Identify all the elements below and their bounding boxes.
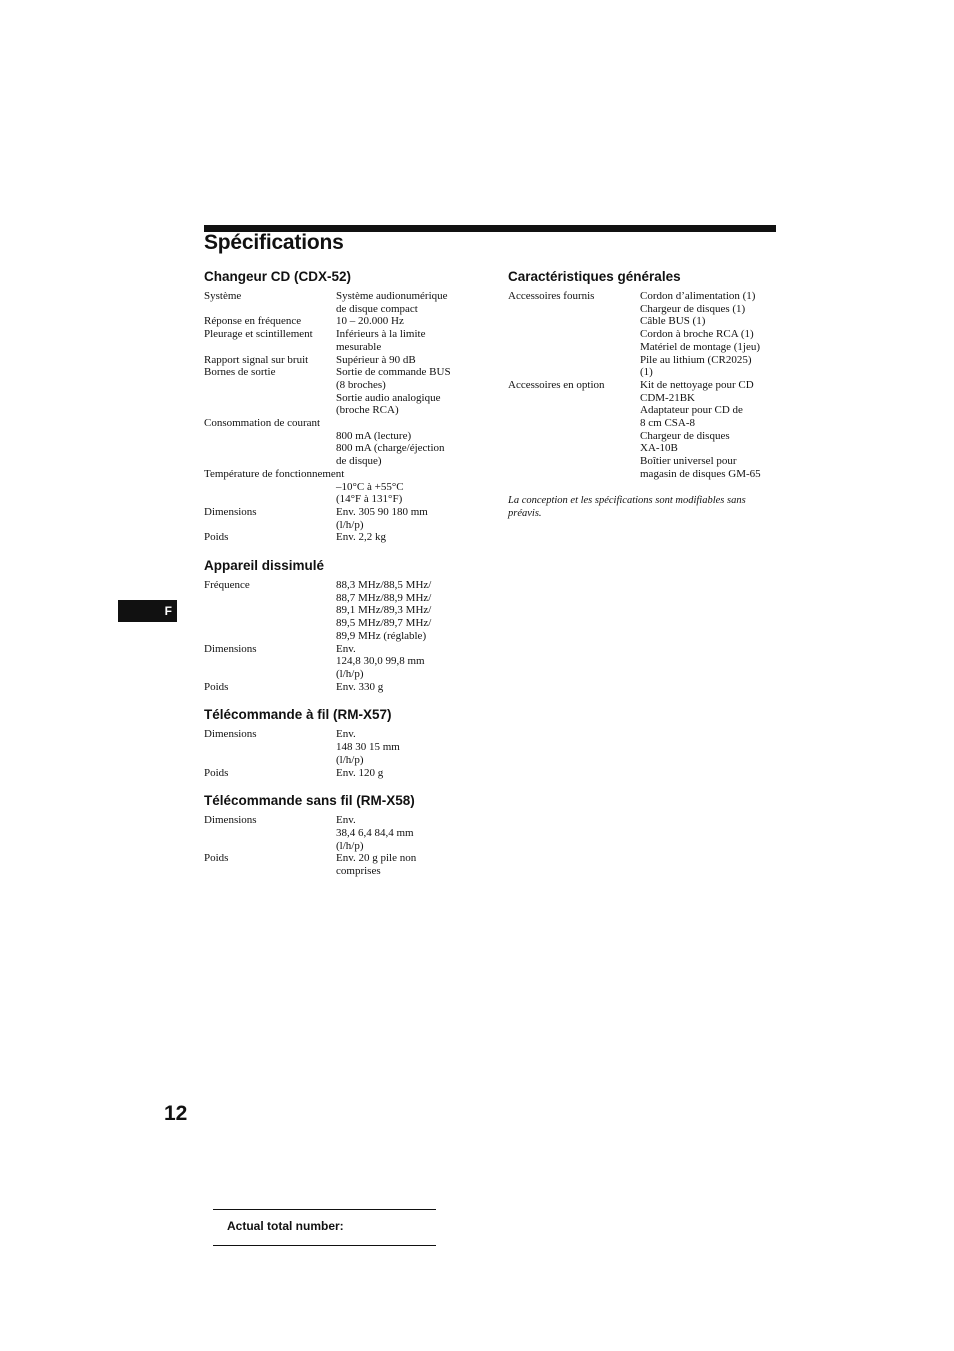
- spec-value-line: Chargeur de disques (1): [640, 302, 746, 315]
- right-column: [508, 268, 780, 520]
- spec-value: [336, 728, 478, 766]
- section-title: Télécommande sans fil (RM-X58): [204, 793, 415, 809]
- spec-row: [204, 328, 476, 353]
- spec-value-line: Env.: [336, 728, 356, 741]
- spec-value-line: 8 cm CSA-8: [640, 417, 695, 430]
- spec-label: Consommation de courant: [204, 417, 321, 430]
- spec-value: [336, 643, 478, 681]
- spec-value-line: (broche RCA): [336, 404, 399, 417]
- page-number: 12: [164, 1102, 188, 1125]
- disclaimer-note: [508, 494, 776, 520]
- spec-section: [204, 706, 476, 779]
- spec-row: [204, 417, 476, 430]
- spec-label: Bornes de sortie: [204, 366, 276, 379]
- spec-value-line: Chargeur de disques: [640, 429, 730, 442]
- spec-value: [336, 290, 478, 315]
- spec-value-line: 88,3 MHz/88,5 MHz/: [336, 579, 432, 592]
- spec-value-line: –10°C à +55°C: [336, 480, 404, 493]
- spec-value-line: 10 – 20.000 Hz: [336, 315, 404, 328]
- spec-value-line: Env. 20 g pile non: [336, 852, 417, 865]
- spec-value-line: Pile au lithium (CR2025): [640, 353, 752, 366]
- note-line: La conception et les spécifications sont modifiables sans: [508, 494, 746, 506]
- spec-row: [204, 481, 476, 506]
- spec-row: [508, 379, 780, 481]
- spec-label: Accessoires fournis: [508, 290, 595, 302]
- spec-label: Accessoires en option: [508, 378, 605, 391]
- spec-row: [204, 531, 476, 544]
- spec-label: Poids: [204, 852, 229, 865]
- spec-section: [508, 268, 780, 481]
- language-tab: F: [118, 600, 177, 622]
- spec-value-line: Env.: [336, 814, 356, 827]
- spec-label: Dimensions: [204, 814, 257, 827]
- spec-value-line: Boîtier universel pour: [640, 455, 737, 468]
- spec-value: [640, 290, 782, 379]
- spec-label: Système: [204, 290, 242, 302]
- spec-value-line: Sortie de commande BUS: [336, 366, 451, 379]
- spec-label: [204, 430, 336, 468]
- left-column: [204, 268, 476, 891]
- spec-value-line: Câble BUS (1): [640, 315, 706, 328]
- spec-label: Réponse en fréquence: [204, 315, 302, 328]
- spec-value-line: XA-10B: [640, 442, 678, 455]
- spec-value-line: 88,7 MHz/88,9 MHz/: [336, 591, 432, 604]
- spec-row: [204, 506, 476, 531]
- spec-row: [204, 315, 476, 328]
- spec-value-line: 800 mA (lecture): [336, 429, 412, 442]
- spec-value-line: Inférieurs à la limite: [336, 328, 426, 341]
- spec-row: [204, 814, 476, 852]
- spec-section: [204, 792, 476, 878]
- spec-value-line: Adaptateur pour CD de: [640, 404, 743, 417]
- spec-row: [204, 681, 476, 694]
- spec-value-line: (l/h/p): [336, 753, 364, 766]
- spec-row: [204, 290, 476, 315]
- spec-row: [204, 354, 476, 367]
- spec-row: [204, 852, 476, 877]
- spec-value: [336, 366, 478, 417]
- spec-value-line: Sortie audio analogique: [336, 391, 441, 404]
- spec-label: Température de fonctionnement: [204, 467, 345, 480]
- spec-value: [640, 379, 782, 481]
- spec-value-line: 38,4 6,4 84,4 mm: [336, 826, 414, 839]
- spec-value-line: (1): [640, 366, 653, 379]
- spec-value-line: Kit de nettoyage pour CD: [640, 378, 754, 391]
- spec-row: [204, 468, 476, 481]
- spec-value-line: (l/h/p): [336, 667, 364, 680]
- spec-row: [204, 728, 476, 766]
- spec-value: [336, 579, 478, 643]
- spec-value: [336, 814, 478, 852]
- section-title: Caractéristiques générales: [508, 269, 681, 284]
- spec-section: [204, 268, 476, 544]
- spec-row: [204, 767, 476, 780]
- spec-value-line: 89,1 MHz/89,3 MHz/: [336, 604, 432, 617]
- spec-label: Dimensions: [204, 728, 257, 741]
- spec-value-line: 89,9 MHz (réglable): [336, 629, 427, 642]
- spec-value-line: (8 broches): [336, 378, 386, 391]
- spec-value-line: Système audionumérique: [336, 290, 448, 302]
- spec-value-line: 800 mA (charge/éjection: [336, 442, 445, 455]
- spec-label: Rapport signal sur bruit: [204, 353, 309, 366]
- spec-value-line: mesurable: [336, 340, 382, 353]
- spec-value-line: 148 30 15 mm: [336, 741, 400, 754]
- spec-value-line: de disque): [336, 455, 382, 468]
- spec-value: [336, 354, 478, 367]
- spec-value-line: Env. 2,2 kg: [336, 531, 387, 544]
- spec-label: Dimensions: [204, 642, 257, 655]
- spec-label: Poids: [204, 766, 229, 779]
- spec-label: Fréquence: [204, 579, 250, 592]
- spec-value: [336, 430, 478, 468]
- spec-label: Poids: [204, 531, 229, 544]
- spec-value: [336, 315, 478, 328]
- right-sections: [508, 268, 780, 481]
- spec-row: [204, 579, 476, 643]
- spec-section: [204, 557, 476, 693]
- spec-value-line: de disque compact: [336, 302, 418, 315]
- spec-value-line: Cordon d’alimentation (1): [640, 290, 756, 302]
- spec-value-line: Cordon à broche RCA (1): [640, 328, 754, 341]
- section-title: Appareil dissimulé: [204, 558, 325, 574]
- spec-value: [336, 767, 478, 780]
- page-title: Spécifications: [204, 231, 344, 254]
- spec-value-line: 89,5 MHz/89,7 MHz/: [336, 617, 432, 630]
- section-title: Changeur CD (CDX-52): [204, 269, 352, 284]
- spec-value-line: (l/h/p): [336, 839, 364, 852]
- spec-value-line: Env. 330 g: [336, 680, 384, 693]
- spec-label: Dimensions: [204, 505, 257, 518]
- spec-value-line: Env.: [336, 642, 356, 655]
- spec-value: [336, 506, 478, 531]
- note-line: préavis.: [508, 507, 542, 519]
- spec-value: [336, 852, 478, 877]
- spec-label: Pleurage et scintillement: [204, 328, 313, 341]
- spec-value-line: magasin de disques GM-65: [640, 467, 761, 480]
- spec-value-line: Env. 305 90 180 mm: [336, 505, 428, 518]
- spec-value-line: (l/h/p): [336, 518, 364, 531]
- footer-rule-top: [213, 1209, 436, 1210]
- spec-row: [508, 290, 780, 379]
- spec-label: Poids: [204, 680, 229, 693]
- spec-value: [336, 531, 478, 544]
- spec-value-line: Supérieur à 90 dB: [336, 353, 416, 366]
- spec-value-line: 124,8 30,0 99,8 mm: [336, 655, 425, 668]
- spec-value-line: comprises: [336, 865, 381, 878]
- spec-row: [204, 430, 476, 468]
- footer-rule-bottom: [213, 1245, 436, 1246]
- spec-label: [204, 481, 336, 506]
- spec-row: [204, 366, 476, 417]
- spec-row: [204, 643, 476, 681]
- spec-value: [336, 328, 478, 353]
- footer-label: Actual total number:: [227, 1219, 344, 1233]
- spec-value-line: (14°F à 131°F): [336, 493, 403, 506]
- spec-value: [336, 481, 478, 506]
- spec-value-line: Env. 120 g: [336, 766, 384, 779]
- spec-value-line: Matériel de montage (1jeu): [640, 340, 761, 353]
- section-title: Télécommande à fil (RM-X57): [204, 707, 392, 723]
- spec-value-line: CDM-21BK: [640, 391, 696, 404]
- spec-value: [336, 681, 478, 694]
